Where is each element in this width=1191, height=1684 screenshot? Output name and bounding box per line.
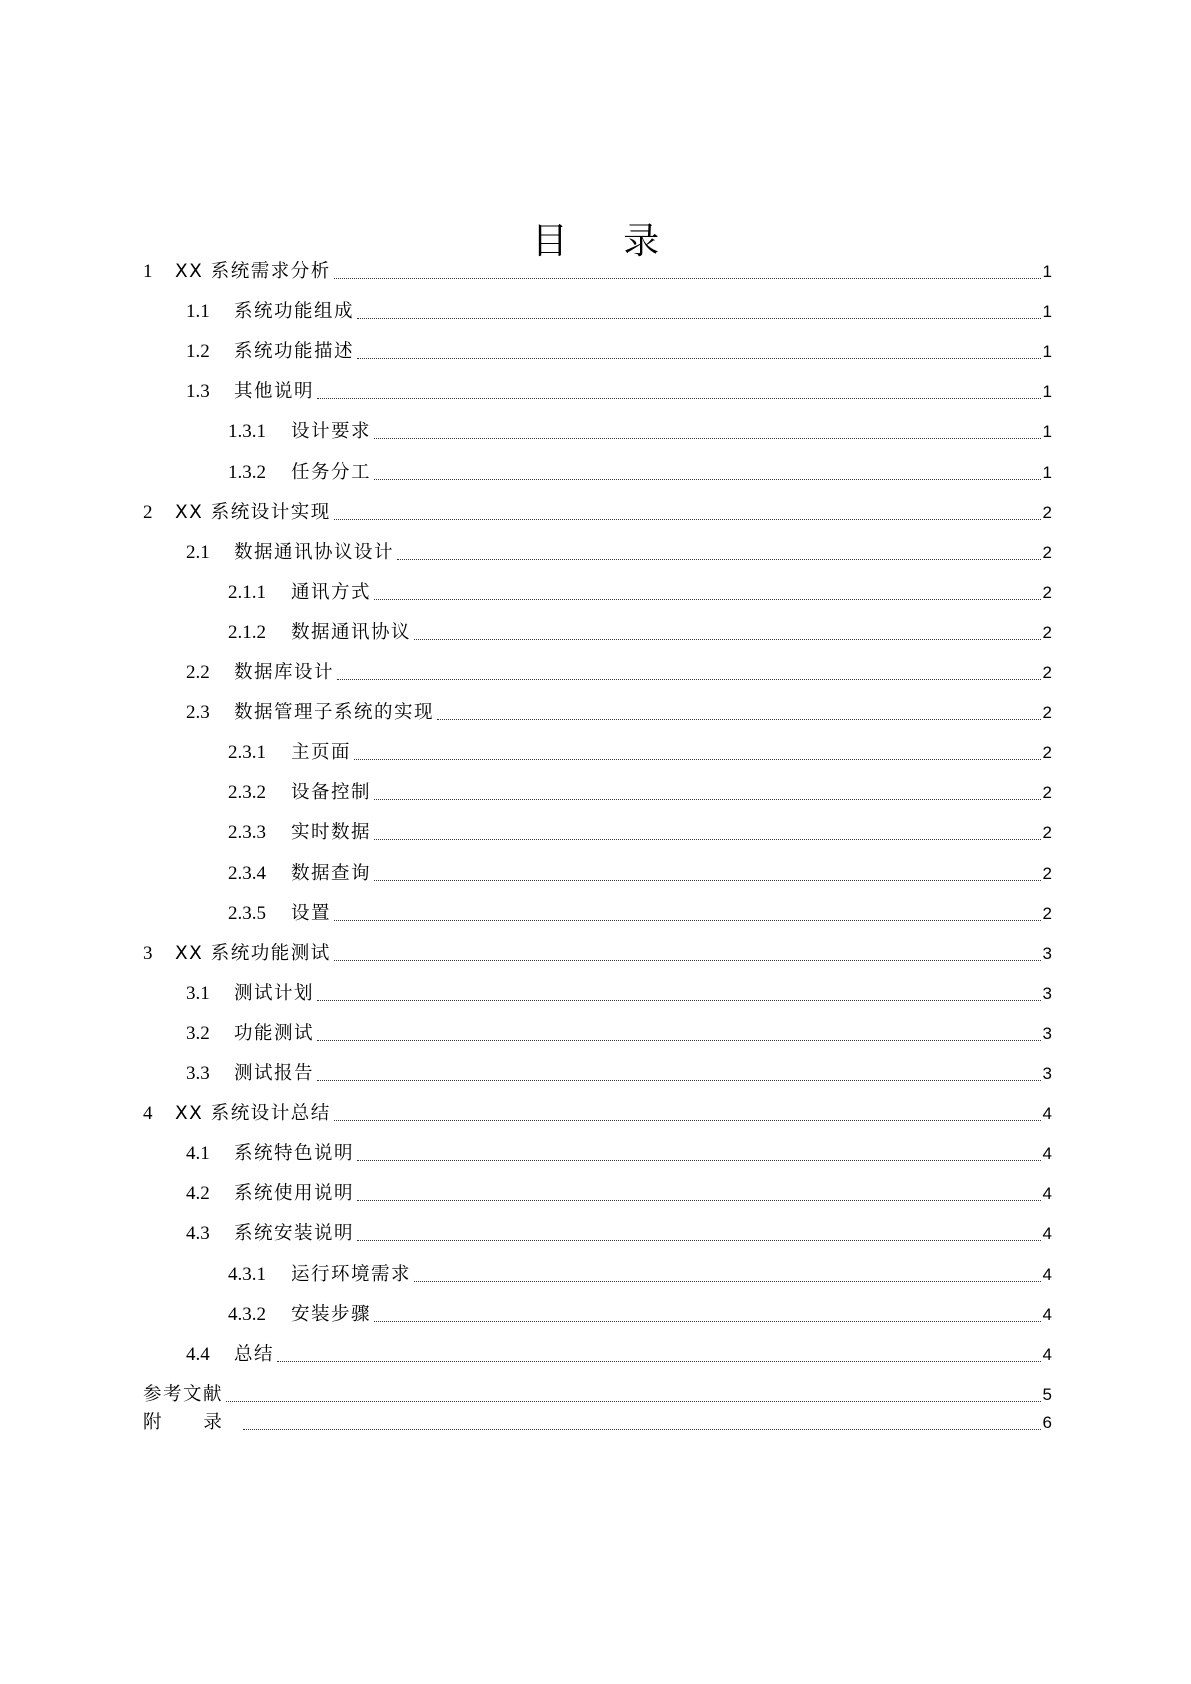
- toc-dot-leader: [414, 1280, 1041, 1282]
- toc-entry[interactable]: [228, 737, 1052, 765]
- toc-entry-number: 4.3: [186, 1223, 210, 1245]
- toc-entry-title: 运行环境需求: [291, 1263, 412, 1285]
- toc-entry-number: 2.3.2: [228, 782, 266, 804]
- toc-entry[interactable]: [186, 1138, 1052, 1166]
- toc-entry-title: 测试报告: [234, 1063, 315, 1084]
- toc-entry[interactable]: [186, 1339, 1052, 1367]
- toc-entry[interactable]: [186, 1178, 1052, 1206]
- toc-dot-leader: [334, 277, 1041, 279]
- toc-dot-leader: [357, 317, 1041, 319]
- toc-entry-title: 设备控制: [291, 782, 372, 804]
- toc-entry-number: 4.1: [186, 1143, 210, 1165]
- toc-entry[interactable]: [186, 657, 1052, 685]
- toc-entry-number: 1.1: [186, 301, 210, 323]
- toc-entry-page-number: 4: [1042, 1224, 1052, 1244]
- toc-dot-leader: [374, 437, 1041, 439]
- toc-entry-page-number: 2: [1042, 622, 1052, 642]
- toc-dot-leader: [357, 357, 1041, 359]
- toc-entry-title: 设计要求: [291, 421, 372, 443]
- toc-dot-leader: [437, 718, 1041, 720]
- toc-entry[interactable]: [228, 1259, 1052, 1287]
- toc-dot-leader: [357, 1159, 1041, 1161]
- toc-entry[interactable]: [228, 858, 1052, 886]
- toc-entry-page-number: 2: [1042, 903, 1052, 923]
- toc-entry[interactable]: [228, 1299, 1052, 1327]
- toc-entry-page-number: 3: [1042, 1064, 1052, 1083]
- toc-entry[interactable]: [228, 617, 1052, 645]
- toc-entry-number: 2.2: [186, 662, 210, 683]
- toc-dot-leader: [357, 1199, 1041, 1201]
- toc-entry-number: 4.4: [186, 1343, 210, 1365]
- toc-entry[interactable]: [186, 376, 1052, 404]
- toc-dot-leader: [334, 919, 1041, 921]
- toc-entry[interactable]: [186, 978, 1052, 1006]
- toc-entry-page-number: 2: [1042, 542, 1052, 562]
- toc-entry-title: XX 系统需求分析: [175, 261, 331, 282]
- toc-dot-leader: [277, 1360, 1041, 1362]
- toc-dot-leader: [226, 1400, 1041, 1402]
- toc-entry-title: 参考文献: [143, 1383, 224, 1405]
- toc-entry[interactable]: [186, 697, 1052, 725]
- toc-entry-page-number: 3: [1042, 943, 1052, 963]
- toc-entry[interactable]: [228, 577, 1052, 605]
- toc-entry-page-number: 2: [1042, 502, 1052, 522]
- toc-dot-leader: [374, 598, 1041, 600]
- toc-entry-number: 2.3: [186, 702, 210, 724]
- toc-entry-page-number: 5: [1042, 1384, 1052, 1404]
- toc-entry-title: 实时数据: [291, 822, 372, 844]
- toc-entry[interactable]: [228, 457, 1052, 485]
- toc-entry-page-number: 1: [1042, 342, 1052, 362]
- toc-entry-page-number: 2: [1042, 743, 1052, 763]
- toc-entry-number: 2.1: [186, 541, 210, 563]
- toc-entry[interactable]: [143, 1379, 1052, 1407]
- toc-entry-number: 4.3.2: [228, 1303, 266, 1325]
- toc-entry-title: 附 录: [143, 1411, 240, 1433]
- toc-entry-title: 数据查询: [291, 862, 372, 884]
- toc-entry[interactable]: [186, 537, 1052, 565]
- toc-entry-page-number: 1: [1042, 462, 1052, 482]
- toc-dot-leader: [334, 959, 1041, 961]
- toc-dot-leader: [334, 518, 1041, 520]
- toc-entry[interactable]: [143, 497, 1052, 525]
- toc-entry-page-number: 4: [1042, 1344, 1052, 1364]
- toc-entry-page-number: 1: [1042, 382, 1052, 402]
- toc-entry-number: 2.3.1: [228, 742, 266, 764]
- toc-entry-number: 2.1.2: [228, 621, 266, 643]
- toc-entry-page-number: 4: [1042, 1184, 1052, 1204]
- toc-entry[interactable]: [228, 777, 1052, 805]
- toc-entry-number: 2: [143, 501, 153, 523]
- toc-dot-leader: [337, 678, 1041, 680]
- toc-dot-leader: [414, 638, 1041, 640]
- toc-entry-title: XX 系统设计实现: [175, 501, 331, 523]
- toc-entry[interactable]: [186, 1058, 1052, 1086]
- toc-dot-leader: [374, 798, 1041, 800]
- toc-dot-leader: [374, 838, 1041, 840]
- toc-entry-number: 2.1.1: [228, 581, 266, 603]
- toc-entry-number: 3: [143, 942, 153, 964]
- toc-entry-title: 系统安装说明: [234, 1223, 355, 1245]
- toc-entry-number: 1: [143, 261, 153, 282]
- toc-entry-page-number: 4: [1042, 1144, 1052, 1164]
- toc-entry[interactable]: [228, 898, 1052, 926]
- toc-entry[interactable]: [228, 817, 1052, 845]
- toc-entry-title: 总结: [234, 1343, 275, 1365]
- toc-dot-leader: [317, 397, 1041, 399]
- toc-entry-page-number: 4: [1042, 1264, 1052, 1284]
- toc-entry-title: 功能测试: [234, 1022, 315, 1044]
- toc-entry-page-number: 2: [1042, 703, 1052, 723]
- toc-entry-page-number: 2: [1042, 823, 1052, 843]
- toc-entry-title: 系统特色说明: [234, 1143, 355, 1165]
- toc-dot-leader: [243, 1428, 1041, 1430]
- toc-dot-leader: [397, 558, 1041, 560]
- toc-entry-title: XX 系统功能测试: [175, 942, 331, 964]
- toc-entry-title: XX 系统设计总结: [175, 1103, 331, 1125]
- toc-dot-leader: [357, 1239, 1041, 1241]
- toc-entry-title: 其他说明: [234, 381, 315, 403]
- toc-entry-title: 系统功能组成: [234, 301, 355, 323]
- toc-entry-number: 3.2: [186, 1022, 210, 1044]
- toc-entry-page-number: 1: [1042, 302, 1052, 322]
- toc-dot-leader: [317, 1039, 1041, 1041]
- toc-entry-page-number: 4: [1042, 1304, 1052, 1324]
- toc-dot-leader: [374, 1320, 1041, 1322]
- toc-entry-title: 系统功能描述: [234, 341, 355, 363]
- toc-entry-title: 测试计划: [234, 982, 315, 1004]
- toc-dot-leader: [354, 758, 1041, 760]
- toc-entry-number: 4: [143, 1103, 153, 1125]
- toc-entry[interactable]: [186, 1018, 1052, 1046]
- toc-entry-number: 3.3: [186, 1063, 210, 1084]
- toc-entry-title: 设置: [291, 902, 332, 924]
- toc-entry-title: 系统使用说明: [234, 1183, 355, 1205]
- toc-entry-title: 安装步骤: [291, 1303, 372, 1325]
- toc-entry-title: 通讯方式: [291, 581, 372, 603]
- toc-entry-number: 1.3: [186, 381, 210, 403]
- toc-entry-number: 2.3.4: [228, 862, 266, 884]
- toc-entry-page-number: 3: [1042, 983, 1052, 1003]
- toc-entry-page-number: 1: [1042, 262, 1052, 281]
- toc-entry-page-number: 3: [1042, 1023, 1052, 1043]
- toc-entry[interactable]: [143, 938, 1052, 966]
- toc-entry-number: 1.3.2: [228, 461, 266, 483]
- toc-entry-page-number: 2: [1042, 663, 1052, 682]
- toc-entry-page-number: 1: [1042, 422, 1052, 442]
- toc-dot-leader: [317, 999, 1041, 1001]
- toc-entry-title: 数据通讯协议设计: [234, 541, 395, 563]
- toc-dot-leader: [334, 1119, 1041, 1121]
- toc-dot-leader: [374, 879, 1041, 881]
- toc-entry[interactable]: [228, 416, 1052, 444]
- toc-entry-page-number: 4: [1042, 1104, 1052, 1124]
- toc-entry-page-number: 2: [1042, 582, 1052, 602]
- toc-entry[interactable]: [186, 1218, 1052, 1246]
- toc-entry-number: 4.2: [186, 1183, 210, 1205]
- toc-entry-title: 任务分工: [291, 461, 372, 483]
- toc-entry[interactable]: [186, 296, 1052, 324]
- toc-entry-title: 主页面: [291, 742, 352, 764]
- toc-dot-leader: [317, 1079, 1041, 1081]
- toc-entry-number: 1.2: [186, 341, 210, 363]
- toc-entry[interactable]: [143, 1098, 1052, 1126]
- toc-entry-number: 2.3.5: [228, 902, 266, 924]
- toc-entry-page-number: 2: [1042, 783, 1052, 803]
- toc-entry-title: 数据库设计: [234, 662, 335, 683]
- toc-entry[interactable]: [143, 1407, 1052, 1435]
- toc-entry-title: 数据通讯协议: [291, 621, 412, 643]
- toc-entry-number: 4.3.1: [228, 1263, 266, 1285]
- toc-entry-title: 数据管理子系统的实现: [234, 702, 435, 724]
- toc-dot-leader: [374, 478, 1041, 480]
- toc-entry[interactable]: [186, 336, 1052, 364]
- toc-entry-page-number: 6: [1042, 1412, 1052, 1432]
- toc-entry-page-number: 2: [1042, 863, 1052, 883]
- toc-entry[interactable]: [143, 256, 1052, 284]
- toc-entry-number: 2.3.3: [228, 822, 266, 844]
- toc-entry-number: 3.1: [186, 982, 210, 1004]
- page-title: 目 录: [531, 221, 682, 263]
- toc-entry-number: 1.3.1: [228, 421, 266, 443]
